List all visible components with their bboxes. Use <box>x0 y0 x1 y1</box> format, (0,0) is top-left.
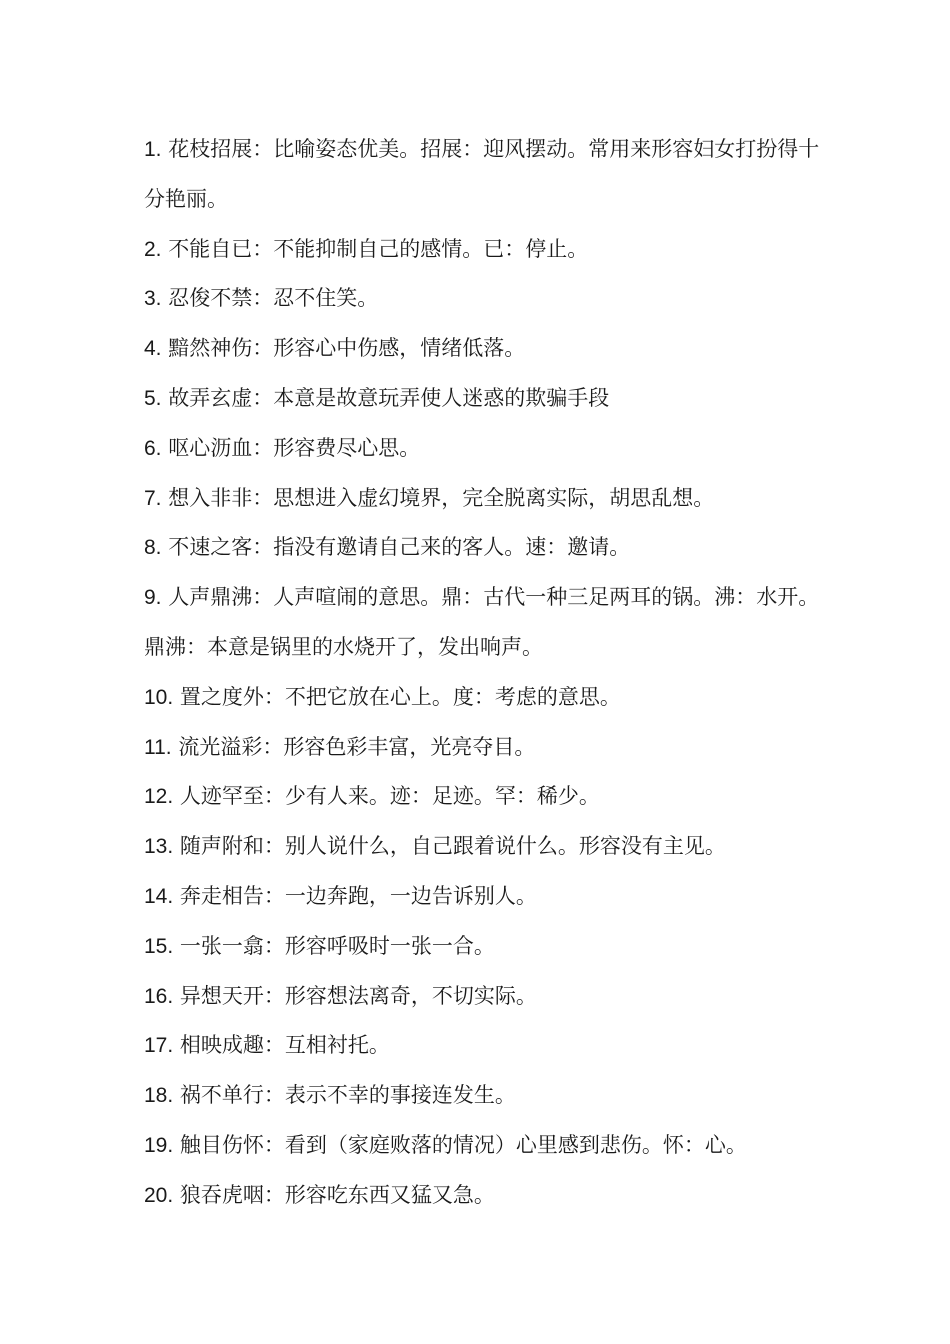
list-item <box>144 225 824 275</box>
list-item <box>144 474 824 524</box>
item-number: 4. <box>144 337 162 361</box>
item-text: 人声鼎沸：人声喧闹的意思。鼎：古代一种三足两耳的锅。沸：水开。鼎沸：本意是锅里的水烧开了，发出响声。 <box>144 585 820 659</box>
item-text: 流光溢彩：形容色彩丰富，光亮夺目。 <box>171 734 536 759</box>
item-text: 人迹罕至：少有人来。迹：足迹。罕：稀少。 <box>173 784 600 809</box>
list-item <box>144 972 824 1022</box>
item-text: 祸不单行：表示不幸的事接连发生。 <box>173 1083 516 1108</box>
item-text: 不能自已：不能抑制自己的感情。已：停止。 <box>161 236 589 261</box>
item-text: 随声附和：别人说什么，自己跟着说什么。形容没有主见。 <box>173 834 726 859</box>
item-number: 2. <box>144 237 162 261</box>
item-text: 奔走相告：一边奔跑，一边告诉别人。 <box>173 883 537 908</box>
item-number: 18. <box>144 1084 174 1108</box>
item-number: 9. <box>144 586 162 610</box>
item-text: 黯然神伤：形容心中伤感，情绪低落。 <box>161 336 526 361</box>
item-number: 20. <box>144 1183 174 1207</box>
item-number: 12. <box>144 785 174 809</box>
item-number: 16. <box>144 984 174 1008</box>
list-item <box>144 1171 824 1221</box>
list-item <box>144 1021 824 1071</box>
item-number: 1. <box>144 138 162 161</box>
item-text: 忍俊不禁：忍不住笑。 <box>161 286 379 311</box>
item-text: 置之度外：不把它放在心上。度：考虑的意思。 <box>173 684 621 709</box>
list-item <box>144 573 824 673</box>
item-number: 15. <box>144 934 174 958</box>
list-item <box>144 274 824 324</box>
item-number: 7. <box>144 486 162 510</box>
item-number: 14. <box>144 884 174 908</box>
idiom-list <box>144 125 824 1221</box>
item-number: 17. <box>144 1034 174 1058</box>
list-item <box>144 723 824 773</box>
item-number: 8. <box>144 536 162 560</box>
item-text: 触目伤怀：看到（家庭败落的情况）心里感到悲伤。怀：心。 <box>173 1132 747 1157</box>
item-number: 10. <box>144 685 174 709</box>
item-text: 不速之客：指没有邀请自己来的客人。速：邀请。 <box>161 535 631 560</box>
item-number: 13. <box>144 835 174 859</box>
item-number: 6. <box>144 436 162 460</box>
list-item <box>144 374 824 424</box>
list-item <box>144 523 824 573</box>
item-number: 11. <box>144 735 172 759</box>
list-item <box>144 872 824 922</box>
list-item <box>144 1121 824 1171</box>
list-item <box>144 324 824 374</box>
list-item <box>144 1071 824 1121</box>
list-item <box>144 922 824 972</box>
item-text: 相映成趣：互相衬托。 <box>173 1033 390 1058</box>
item-number: 3. <box>144 287 162 311</box>
item-text: 想入非非：思想进入虚幻境界，完全脱离实际，胡思乱想。 <box>161 485 715 510</box>
list-item <box>144 822 824 872</box>
item-text: 呕心沥血：形容费尽心思。 <box>161 435 421 460</box>
item-text: 一张一翕：形容呼吸时一张一合。 <box>173 933 495 958</box>
list-item <box>144 424 824 474</box>
item-text: 狼吞虎咽：形容吃东西又猛又急。 <box>173 1182 495 1207</box>
list-item <box>144 125 824 225</box>
item-text: 花枝招展：比喻姿态优美。招展：迎风摆动。常用来形容妇女打扮得十分艳丽。 <box>144 137 820 211</box>
item-text: 故弄玄虚：本意是故意玩弄使人迷惑的欺骗手段 <box>161 385 610 410</box>
item-number: 19. <box>144 1133 174 1157</box>
list-item <box>144 772 824 822</box>
item-text: 异想天开：形容想法离奇，不切实际。 <box>173 983 537 1008</box>
item-number: 5. <box>144 386 162 410</box>
list-item <box>144 673 824 723</box>
